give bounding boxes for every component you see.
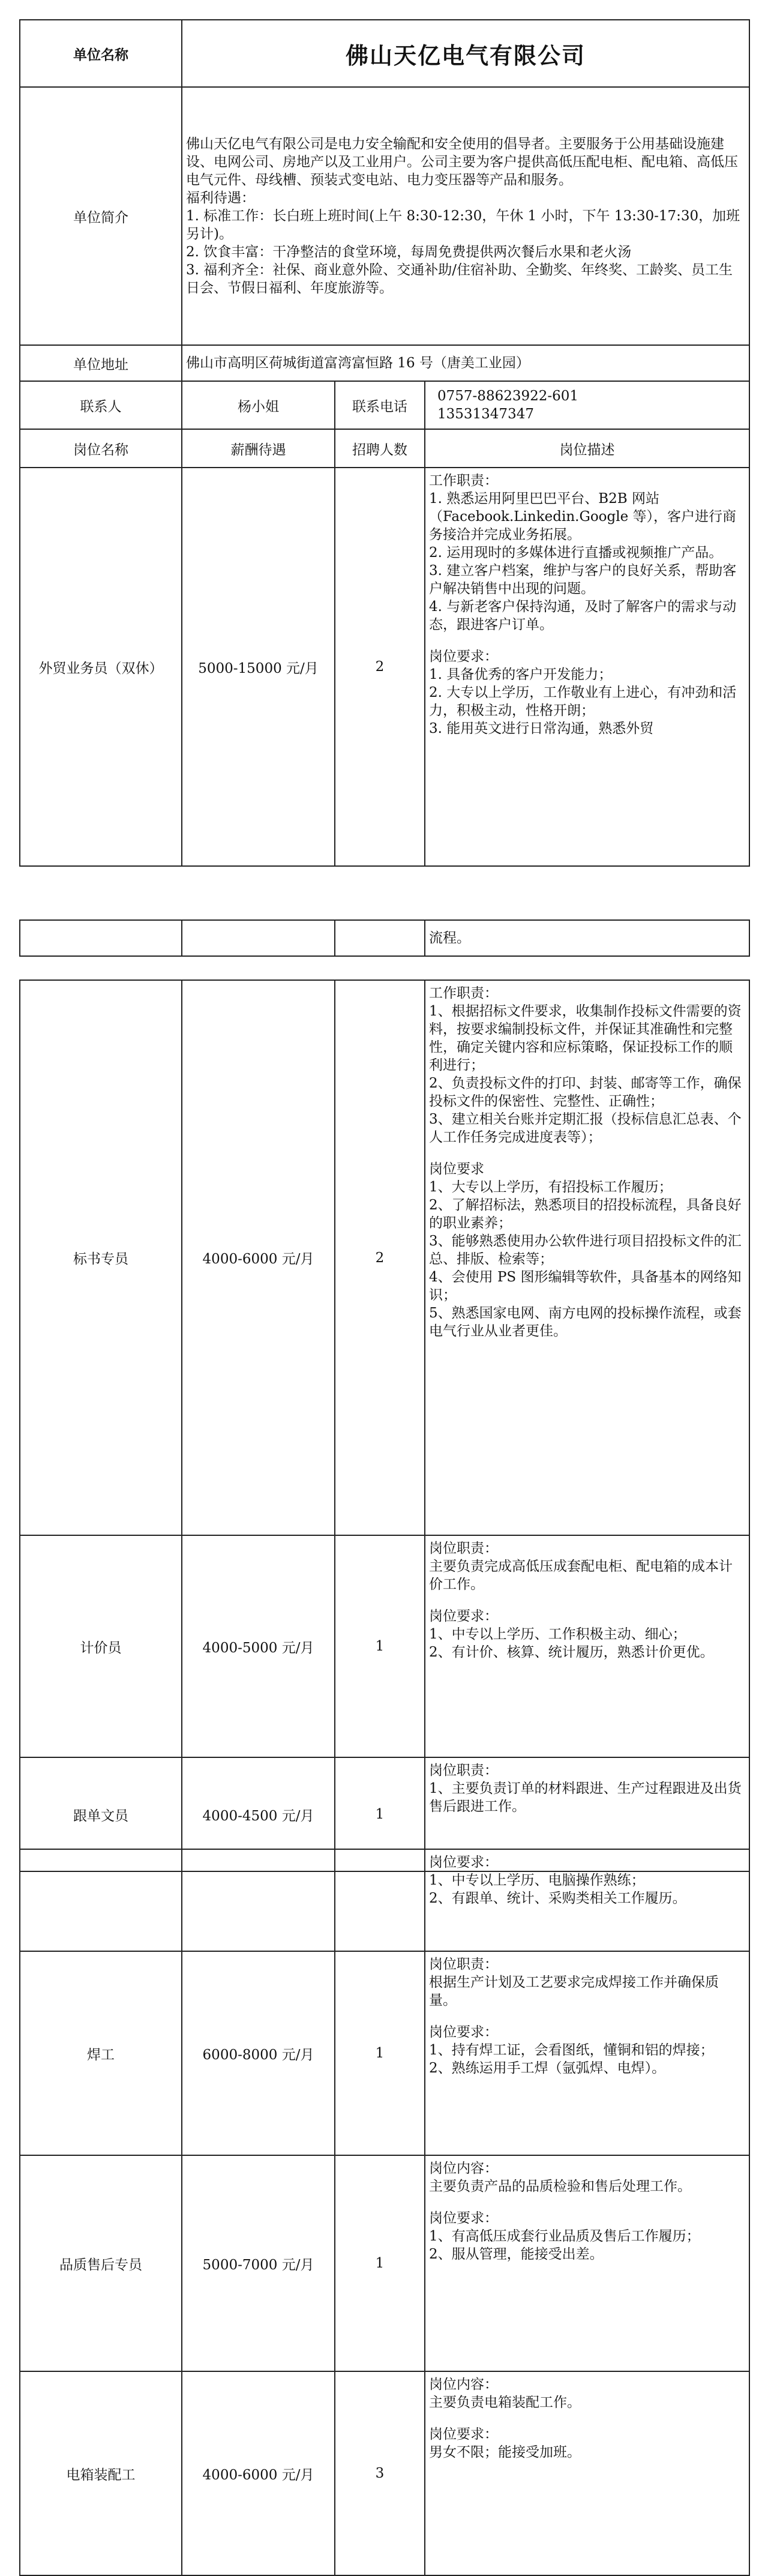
company-intro-row [20, 87, 749, 345]
company-name-row [20, 20, 749, 87]
job-desc-continued: 流程。 [425, 920, 749, 956]
job-salary: 4000-6000 元/月 [182, 980, 335, 1535]
phone-value [425, 381, 749, 429]
job-count: 1 [335, 1951, 425, 2155]
desc-spacer [429, 634, 745, 648]
desc-line: 1. 具备优秀的客户开发能力； [429, 667, 613, 682]
job-row [20, 1535, 749, 1757]
desc-spacer [429, 1593, 745, 1607]
intro-paragraph: 佛山天亿电气有限公司是电力安全输配和安全使用的倡导者。主要服务于公用基础设施建设、电网公司、房地产以及工业用户。公司主要为客户提供高低压配电柜、配电箱、高低压电气元件、母线槽、预装式变电站、电力变压器等产品和服务。 [186, 136, 738, 188]
desc-line: 主要负责完成高低压成套配电柜、配电箱的成本计价工作。 [429, 1559, 733, 1592]
desc-line: 2、有计价、核算、统计履历，熟悉计价更优。 [429, 1645, 714, 1660]
desc-line: 3. 建立客户档案，维护与客户的良好关系，帮助客户解决销售中出现的问题。 [429, 563, 737, 597]
desc-line: 4、会使用 PS 图形编辑等软件，具备基本的网络知识； [429, 1269, 742, 1303]
continuation-block [19, 919, 749, 957]
job-name: 跟单文员 [20, 1757, 182, 1871]
job-count: 3 [335, 2371, 425, 2575]
desc-spacer [429, 2195, 745, 2209]
desc-line: 男女不限；能接受加班。 [429, 2445, 581, 2460]
desc-line: 岗位要求： [429, 2427, 498, 2442]
job-name: 计价员 [20, 1535, 182, 1757]
job-name: 外贸业务员（双休） [20, 468, 182, 866]
phone-label: 联系电话 [335, 381, 425, 429]
desc-line: 1、持有焊工证，会看图纸，懂铜和铝的焊接； [429, 2042, 714, 2058]
phone-2: 13531347347 [437, 406, 534, 422]
intro-paragraph: 3. 福利齐全：社保、商业意外险、交通补助/住宿补助、全勤奖、年终奖、工龄奖、员工生日会、节假日福利、年度旅游等。 [186, 262, 733, 296]
desc-line: 岗位要求： [429, 2024, 498, 2040]
jobs-table-2 [19, 980, 750, 1872]
desc-line: 工作职责： [429, 986, 498, 1001]
intro-paragraph: 1. 标准工作：长白班上班时间(上午 8:30-12:30，午休 1 小时，下午 13:30-17:30，加班另计)。 [186, 208, 740, 242]
header-salary: 薪酬待遇 [182, 429, 335, 468]
continuation-table [19, 919, 750, 957]
company-address-label: 单位地址 [20, 345, 182, 381]
company-address-row [20, 345, 749, 381]
job-salary: 5000-15000 元/月 [182, 468, 335, 866]
desc-line: 1、主要负责订单的材料跟进、生产过程跟进及出货售后跟进工作。 [429, 1781, 742, 1814]
job-desc [425, 1951, 749, 2155]
company-info-table [19, 19, 750, 867]
job-row [20, 1951, 749, 2155]
job-salary: 4000-5000 元/月 [182, 1535, 335, 1757]
job-salary: 4000-6000 元/月 [182, 2371, 335, 2575]
contact-name: 杨小姐 [182, 381, 335, 429]
job-count: 2 [335, 980, 425, 1535]
desc-line: 岗位要求 [429, 1161, 484, 1177]
desc-line: 岗位职责： [429, 1957, 498, 1972]
header-position: 岗位名称 [20, 429, 182, 468]
desc-line: 2. 运用现时的多媒体进行直播或视频推广产品。 [429, 545, 723, 561]
job-count: 1 [335, 2155, 425, 2371]
desc-line: 工作职责： [429, 473, 498, 489]
company-name-label: 单位名称 [20, 20, 182, 87]
desc-line: 3、能够熟悉使用办公软件进行项目招投标文件的汇总、排版、检索等； [429, 1233, 742, 1267]
jobs-block-2 [19, 980, 749, 1872]
desc-line: 1、有高低压成套行业品质及售后工作履历； [429, 2228, 700, 2244]
job-salary: 4000-4500 元/月 [182, 1757, 335, 1871]
company-intro [182, 87, 749, 345]
phone-1: 0757-88623922-601 [437, 388, 579, 404]
desc-line: 2、熟练运用手工焊（氩弧焊、电焊）。 [429, 2060, 666, 2076]
desc-line: 岗位职责： [429, 1763, 498, 1778]
contact-row [20, 381, 749, 429]
job-row [20, 2371, 749, 2575]
desc-line: 1. 熟悉运用阿里巴巴平台、B2B 网站（Facebook.Linkedin.Google 等），客户进行商务接洽并完成业务拓展。 [429, 491, 737, 543]
desc-line: 主要负责电箱装配工作。 [429, 2395, 581, 2410]
desc-line: 1、根据招标文件要求，收集制作投标文件需要的资料，按要求编制投标文件，并保证其准确性和完整性，确定关键内容和应标策略，保证投标工作的顺利进行； [429, 1004, 742, 1073]
job-desc [425, 980, 749, 1535]
job-salary: 6000-8000 元/月 [182, 1951, 335, 2155]
job-desc-continued [425, 1849, 749, 1951]
job-desc [425, 2371, 749, 2575]
job-name: 电箱装配工 [20, 2371, 182, 2575]
desc-line: 岗位内容： [429, 2377, 498, 2392]
desc-line: 2、服从管理，能接受出差。 [429, 2246, 604, 2262]
desc-spacer [429, 2009, 745, 2023]
job-row-continued [20, 920, 749, 956]
desc-line: 岗位要求： [429, 1608, 498, 1624]
contact-label: 联系人 [20, 381, 182, 429]
job-row [20, 980, 749, 1535]
desc-line: 1、中专以上学历、工作积极主动、细心； [429, 1627, 686, 1642]
desc-line: 4. 与新老客户保持沟通，及时了解客户的需求与动态，跟进客户订单。 [429, 599, 737, 633]
desc-line: 岗位要求： [429, 649, 498, 664]
desc-line: 2. 大专以上学历，工作敬业有上进心，有冲劲和活力，积极主动，性格开朗； [429, 685, 737, 718]
job-name: 焊工 [20, 1951, 182, 2155]
jobs-table-4 [19, 1849, 750, 2576]
desc-line: 3、建立相关台账并定期汇报（投标信息汇总表、个人工作任务完成进度表等）； [429, 1112, 742, 1145]
desc-spacer [429, 1146, 745, 1160]
job-row-continued [20, 1849, 749, 1951]
header-count: 招聘人数 [335, 429, 425, 468]
job-name: 品质售后专员 [20, 2155, 182, 2371]
job-count: 1 [335, 1757, 425, 1871]
job-row [20, 468, 749, 866]
header-desc: 岗位描述 [425, 429, 749, 468]
desc-line: 3. 能用英文进行日常沟通，熟悉外贸 [429, 721, 654, 736]
intro-paragraph: 2. 饮食丰富：干净整洁的食堂环境，每周免费提供两次餐后水果和老火汤 [186, 244, 632, 260]
company-info-block [19, 19, 749, 867]
job-desc [425, 1535, 749, 1757]
job-count: 1 [335, 1535, 425, 1757]
desc-line: 1、中专以上学历、电脑操作熟练； [429, 1873, 645, 1888]
company-intro-label: 单位简介 [20, 87, 182, 345]
job-salary: 5000-7000 元/月 [182, 2155, 335, 2371]
desc-spacer [429, 2412, 745, 2425]
desc-line: 岗位要求： [429, 2210, 498, 2226]
jobs-block-4 [19, 1849, 749, 2576]
desc-line: 2、了解招标法，熟悉项目的招投标流程，具备良好的职业素养； [429, 1197, 742, 1231]
desc-line: 岗位内容： [429, 2161, 498, 2176]
job-name: 标书专员 [20, 980, 182, 1535]
desc-line: 1、大专以上学历，有招投标工作履历； [429, 1179, 673, 1195]
desc-line: 5、熟悉国家电网、南方电网的投标操作流程，或套电气行业从业者更佳。 [429, 1305, 742, 1339]
desc-line: 岗位职责： [429, 1541, 498, 1556]
desc-line: 岗位要求： [429, 1855, 498, 1870]
company-name: 佛山天亿电气有限公司 [182, 20, 749, 87]
desc-line: 主要负责产品的品质检验和售后处理工作。 [429, 2179, 691, 2194]
desc-line: 2、有跟单、统计、采购类相关工作履历。 [429, 1891, 686, 1906]
desc-line: 2、负责投标文件的打印、封装、邮寄等工作，确保投标文件的保密性、完整性、正确性； [429, 1076, 742, 1109]
job-desc [425, 2155, 749, 2371]
job-count: 2 [335, 468, 425, 866]
job-desc [425, 468, 749, 866]
desc-line: 根据生产计划及工艺要求完成焊接工作并确保质量。 [429, 1975, 719, 2008]
company-address: 佛山市高明区荷城街道富湾富恒路 16 号（唐美工业园） [182, 345, 749, 381]
job-row [20, 2155, 749, 2371]
intro-paragraph: 福利待遇： [186, 190, 255, 206]
header-row [20, 429, 749, 468]
